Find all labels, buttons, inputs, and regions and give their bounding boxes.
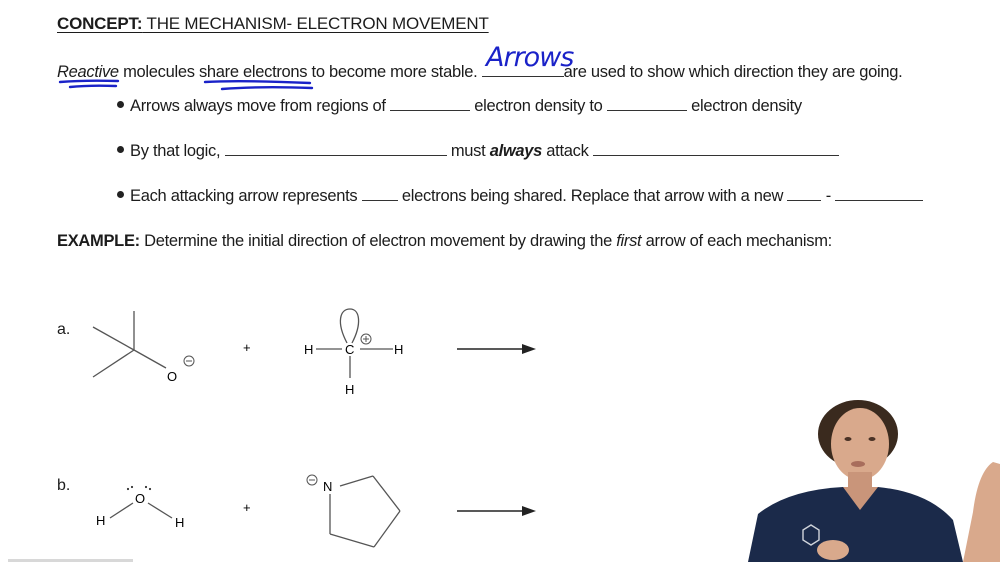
emphasis-always: always [489,142,543,160]
pyrrolidide-structure [330,476,400,547]
bullet-3-text-2: electrons being shared. Replace that arrow with a new [397,187,788,205]
nitrogen-atom: N [323,479,333,494]
intro-text-2: to become more stable. [307,63,482,81]
handwritten-underlines [60,81,312,89]
intro-text-3: are used to show which direction they are going. [563,63,903,81]
bullet-3-text-1: Each attacking arrow represents [130,187,362,205]
svg-text:H: H [96,513,106,528]
emphasis-first: first [616,232,642,250]
problem-a-label: a. [57,321,71,338]
negative-charge-icon [184,356,194,366]
problem-b-label: b. [57,477,71,494]
svg-text:C: C [345,342,355,357]
plus-sign-a: + [243,340,251,355]
bullet-1-text-2: electron density to [470,97,607,115]
svg-text:H: H [345,382,355,397]
example-label: EXAMPLE: [57,232,140,250]
bullet-2-text-1: By that logic, [130,142,225,160]
bullet-1-text-1: Arrows always move from regions of [130,97,391,115]
tert-butoxide-structure [93,311,166,377]
plus-sign-b: + [243,500,251,515]
bullet-3-text-3: - [821,187,836,205]
positive-charge-icon [361,334,371,344]
methyl-carbocation-structure [316,309,393,378]
presenter-video [748,392,1000,562]
svg-text:O: O [135,491,146,506]
negative-charge-icon [307,475,317,485]
example-text-1: Determine the initial direction of electron movement by drawing the [139,232,617,250]
svg-text:H: H [304,342,314,357]
handwritten-answer: Arrows [486,42,574,73]
concept-title: THE MECHANISM- ELECTRON MOVEMENT [142,14,489,33]
bullet-2-text-3: attack [542,142,593,160]
oxygen-atom: O [167,369,178,384]
bullet-1-text-3: electron density [686,97,802,115]
concept-label: CONCEPT: [57,14,143,33]
reaction-arrow-b [457,506,536,516]
svg-text:H: H [394,342,404,357]
intro-text-1: molecules [118,63,199,81]
lone-pairs-icon [127,486,151,490]
reaction-arrow-a [457,344,536,354]
word-share-electrons: share electrons [198,63,308,81]
svg-text:H: H [175,515,185,530]
word-reactive: Reactive [57,63,119,81]
example-text-2: arrow of each mechanism: [641,232,832,250]
bullet-2-text-2: must [446,142,490,160]
